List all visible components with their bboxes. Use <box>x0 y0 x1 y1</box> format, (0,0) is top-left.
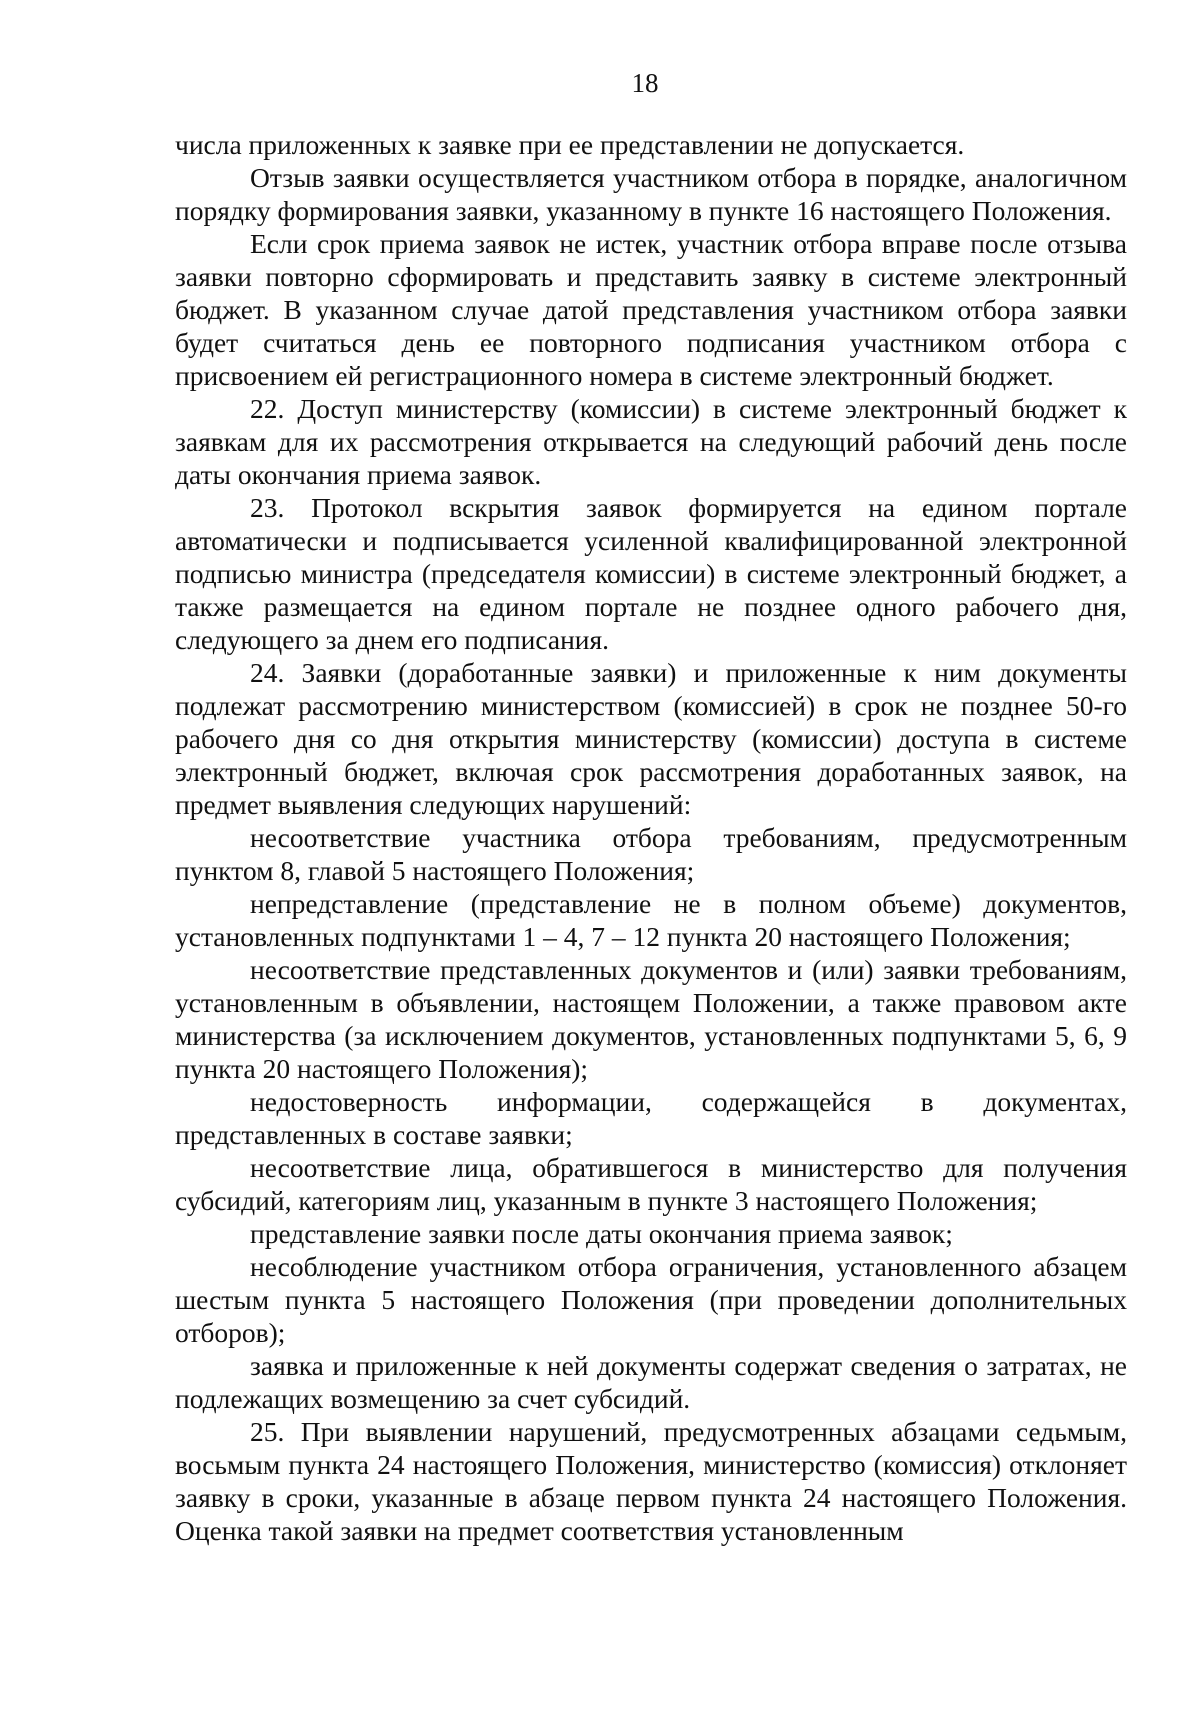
list-item: представление заявки после даты окончания приема заявок; <box>250 1218 953 1249</box>
list-item: непредставление (представление не в полном объеме) документов, установленных подпунктами 1 – 4, 7 – 12 пункта 20 настоящего Положения; <box>175 888 1127 952</box>
paragraph: 25. При выявлении нарушений, предусмотренных абзацами седьмым, восьмым пункта 24 настоящего Положения, министерство (комиссия) отклоняет заявку в сроки, указанные в абзаце первом пункта 24 настоящего Положения. Оценка такой заявки на предмет соответствия установленным <box>175 1416 1127 1546</box>
paragraph: 24. Заявки (доработанные заявки) и приложенные к ним документы подлежат рассмотрению министерством (комиссией) в срок не позднее 50-го рабочего дня со дня открытия министерству (комиссии) доступа в системе электронный бюджет, включая срок рассмотрения доработанных заявок, на предмет выявления следующих нарушений: <box>175 657 1127 820</box>
list-item: несоответствие лица, обратившегося в министерство для получения субсидий, категориям лиц, указанным в пункте 3 настоящего Положения; <box>175 1152 1127 1216</box>
paragraph: 22. Доступ министерству (комиссии) в системе электронный бюджет к заявкам для их рассмотрения открывается на следующий рабочий день после даты окончания приема заявок. <box>175 393 1127 490</box>
paragraph: 23. Протокол вскрытия заявок формируется на едином портале автоматически и подписывается усиленной квалифицированной электронной подписью министра (председателя комиссии) в системе электронный бюджет, а также размещается на едином портале не позднее одного рабочего дня, следующего за днем его подписания. <box>175 492 1127 655</box>
document-body <box>175 128 1127 1547</box>
list-item: недостоверность информации, содержащейся в документах, представленных в составе заявки; <box>175 1086 1127 1150</box>
paragraph: Если срок приема заявок не истек, участник отбора вправе после отзыва заявки повторно сформировать и представить заявку в системе электронный бюджет. В указанном случае датой представления участником отбора заявки будет считаться день ее повторного подписания участником отбора с присвоением ей регистрационного номера в системе электронный бюджет. <box>175 228 1127 391</box>
list-item: несоответствие участника отбора требованиям, предусмотренным пунктом 8, главой 5 настоящего Положения; <box>175 822 1127 886</box>
page-number: 18 <box>631 68 659 98</box>
list-item: несоблюдение участником отбора ограничения, установленного абзацем шестым пункта 5 настоящего Положения (при проведении дополнительных отборов); <box>175 1251 1127 1348</box>
paragraph: числа приложенных к заявке при ее представлении не допускается. <box>175 129 965 160</box>
list-item: заявка и приложенные к ней документы содержат сведения о затратах, не подлежащих возмещению за счет субсидий. <box>175 1350 1127 1414</box>
list-item: несоответствие представленных документов и (или) заявки требованиям, установленным в объявлении, настоящем Положении, а также правовом акте министерства (за исключением документов, установленных подпунктами 5, 6, 9 пункта 20 настоящего Положения); <box>175 954 1127 1084</box>
paragraph: Отзыв заявки осуществляется участником отбора в порядке, аналогичном порядку формирования заявки, указанному в пункте 16 настоящего Положения. <box>175 162 1127 226</box>
